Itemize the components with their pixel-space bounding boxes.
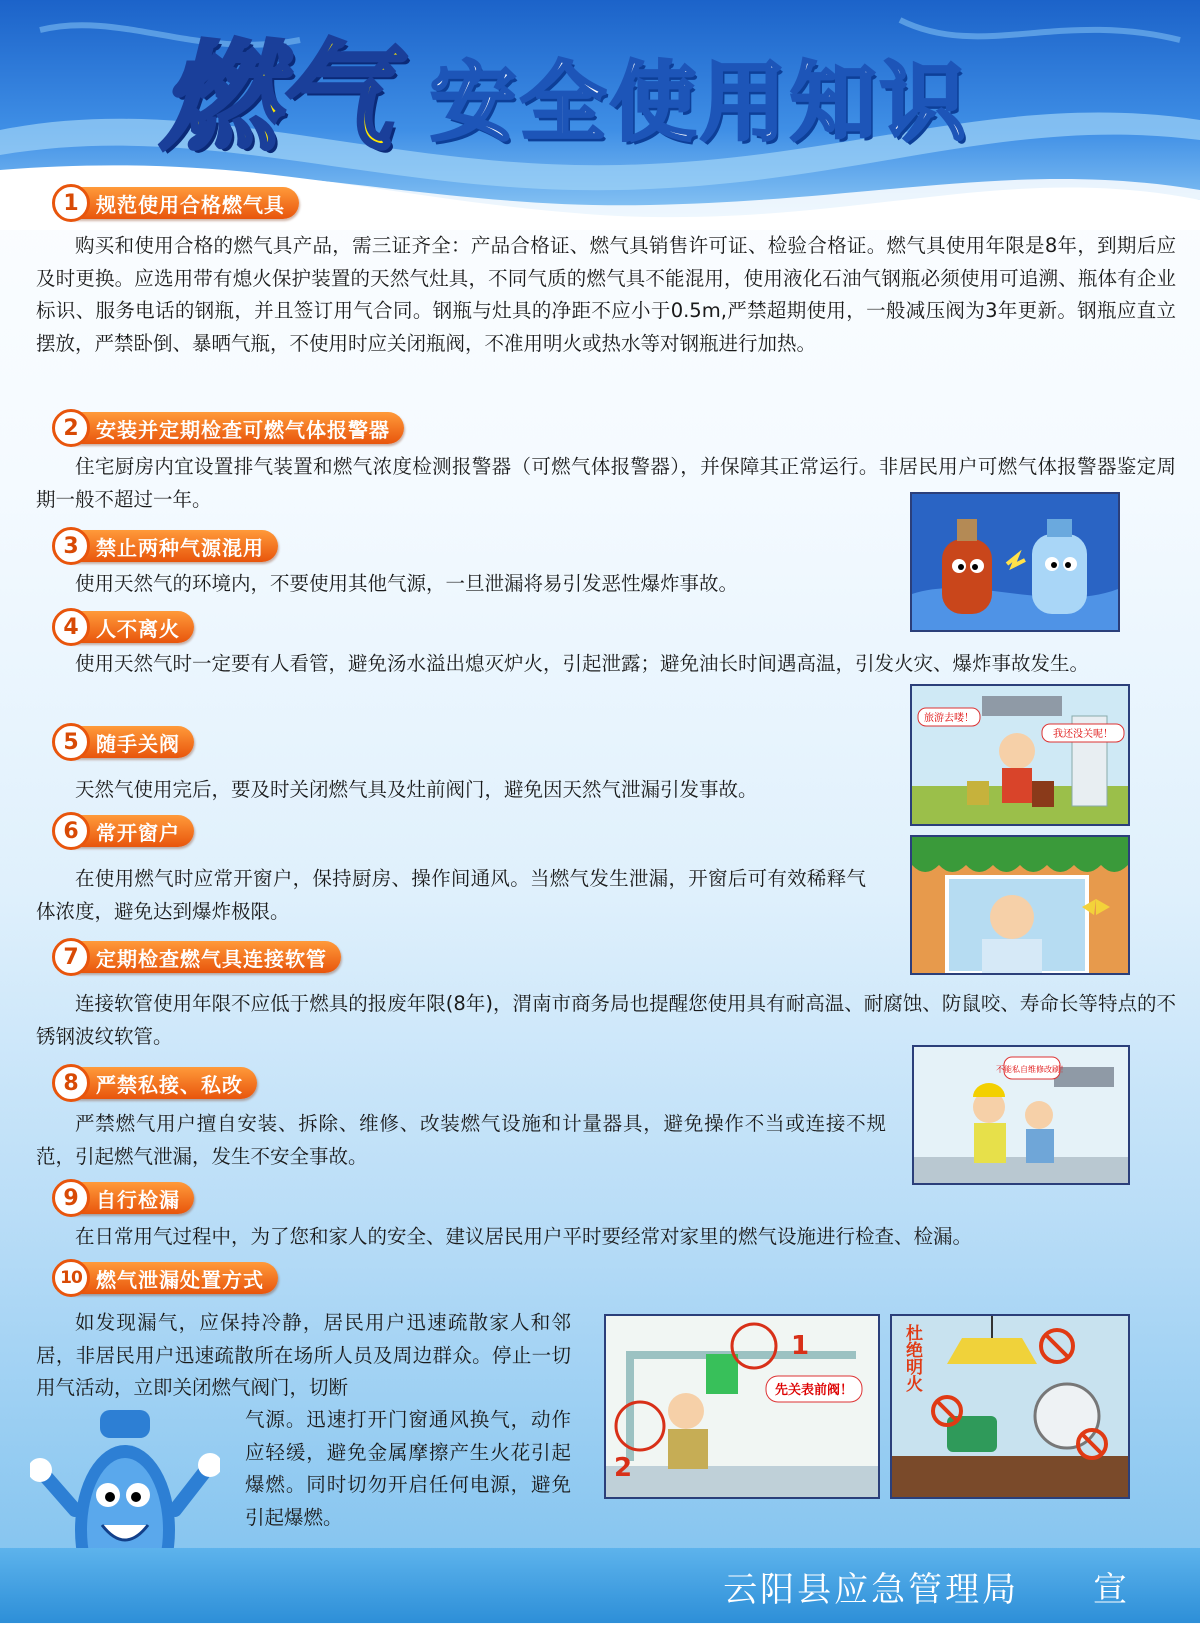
illustration-no-open-flame [890,1314,1130,1499]
section-title: 安装并定期检查可燃气体报警器 [96,417,390,442]
section-number: 7 [52,938,90,976]
section-5-heading [58,726,194,758]
title-main: 燃气 [160,28,389,166]
fan-icon [1035,1384,1099,1448]
section-title: 燃气泄漏处置方式 [96,1267,264,1292]
illustration-close-meter-valve [604,1314,880,1499]
section-number: 10 [52,1259,90,1297]
section-3-heading [58,530,278,562]
bubble-travel-text: 旅游去喽！ [924,713,974,724]
no-fire-label: 杜绝明火 [902,1324,922,1392]
section-7-heading [58,941,341,973]
section-9-text: 在日常用气过程中，为了您和家人的安全、建议居民用户平时要经常对家里的燃气设施进行检查、检漏。 [75,1225,973,1248]
section-title: 自行检漏 [96,1187,180,1212]
section-number: 5 [52,723,90,761]
illustration-no-private-modification [912,1045,1130,1185]
footer-organization [723,1562,1130,1611]
section-2-heading [58,412,404,444]
section-4-text: 使用天然气时一定要有人看管，避免汤水溢出熄灭炉火，引起泄露；避免油长时间遇高温，引发火灾、爆炸事故发生。 [75,652,1090,675]
section-10-heading [58,1262,278,1294]
section-number: 8 [52,1064,90,1102]
section-title: 规范使用合格燃气具 [96,192,285,217]
section-title: 定期检查燃气具连接软管 [96,946,327,971]
step-1-label: 1 [791,1331,810,1361]
section-10-text-b: 气源。迅速打开门窗通风换气，动作应轻缓，避免金属摩擦产生火花引起爆燃。同时切勿开启任何电源，避免引起爆燃。 [245,1408,571,1529]
section-8-text: 严禁燃气用户擅自安装、拆除、维修、改装燃气设施和计量器具，避免操作不当或连接不规范，引起燃气泄漏，发生不安全事故。 [36,1112,886,1168]
section-1-text: 购买和使用合格的燃气具产品，需三证齐全：产品合格证、燃气具销售许可证、检验合格证。燃气具使用年限是8年，到期后应及时更换。应选用带有熄火保护装置的天然气灶具，不同气质的燃气具不能混用，使用液化石油气钢瓶必须使用可追溯、瓶体有企业标识、服务电话的钢瓶，并且签订用气合同。钢瓶与灶具的净距不应小于0.5m,严禁超期使用，一般减压阀为3年更新。钢瓶应直立摆放，严禁卧倒、暴晒气瓶，不使用时应关闭瓶阀，不准用明火或热水等对钢瓶进行加热。 [36,234,1176,355]
bubble-close-valve-text: 先关表前阀！ [774,1383,854,1398]
section-3-text: 使用天然气的环境内，不要使用其他气源，一旦泄漏将易引发恶性爆炸事故。 [75,572,739,595]
bubble-no-repair-text: 不能私自维修改刷！ [996,1065,1068,1074]
section-number: 4 [52,608,90,646]
footer-mark: 宣 [1093,1570,1130,1610]
step-2-label: 2 [614,1453,633,1483]
section-number: 6 [52,812,90,850]
section-title: 随手关阀 [96,731,180,756]
title-sub: 安全使用知识 [430,53,970,153]
section-title: 禁止两种气源混用 [96,535,264,560]
illustration-open-window [910,835,1130,975]
illustration-turn-off-valve [910,684,1130,826]
section-title: 严禁私接、私改 [96,1072,243,1097]
section-number: 3 [52,527,90,565]
footer-org-name: 云阳县应急管理局 [723,1570,1020,1610]
section-2-text: 住宅厨房内宜设置排气装置和燃气浓度检测报警器（可燃气体报警器），并保障其正常运行。非居民用户可燃气体报警器鉴定周期一般不超过一年。 [36,455,1176,511]
section-number: 2 [52,409,90,447]
section-6-text: 在使用燃气时应常开窗户，保持厨房、操作间通风。当燃气发生泄漏，开窗后可有效稀释气体浓度，避免达到爆炸极限。 [36,867,866,923]
bubble-valve-text: 我还没关呢！ [1053,729,1113,740]
section-7-text: 连接软管使用年限不应低于燃具的报废年限(8年)，渭南市商务局也提醒您使用具有耐高温、耐腐蚀、防鼠咬、寿命长等特点的不锈钢波纹软管。 [36,992,1176,1048]
section-6-heading [58,815,194,847]
section-number: 9 [52,1179,90,1217]
section-4-heading [58,611,194,643]
section-number: 1 [52,184,90,222]
section-5-text: 天然气使用完后，要及时关闭燃气具及灶前阀门，避免因天然气泄漏引发事故。 [75,778,758,801]
section-9-heading [58,1182,194,1214]
illustration-mixed-gas-sources [910,492,1120,632]
section-1-heading [58,187,299,219]
section-title: 常开窗户 [96,820,180,845]
ceiling-lamp-icon [947,1338,1037,1364]
section-title: 人不离火 [96,616,180,641]
section-10-text-a: 如发现漏气，应保持冷静，居民用户迅速疏散家人和邻居，非居民用户迅速疏散所在场所人员及周边群众。停止一切用气活动，立即关闭燃气阀门，切断 [36,1311,571,1399]
section-8-heading [58,1067,257,1099]
